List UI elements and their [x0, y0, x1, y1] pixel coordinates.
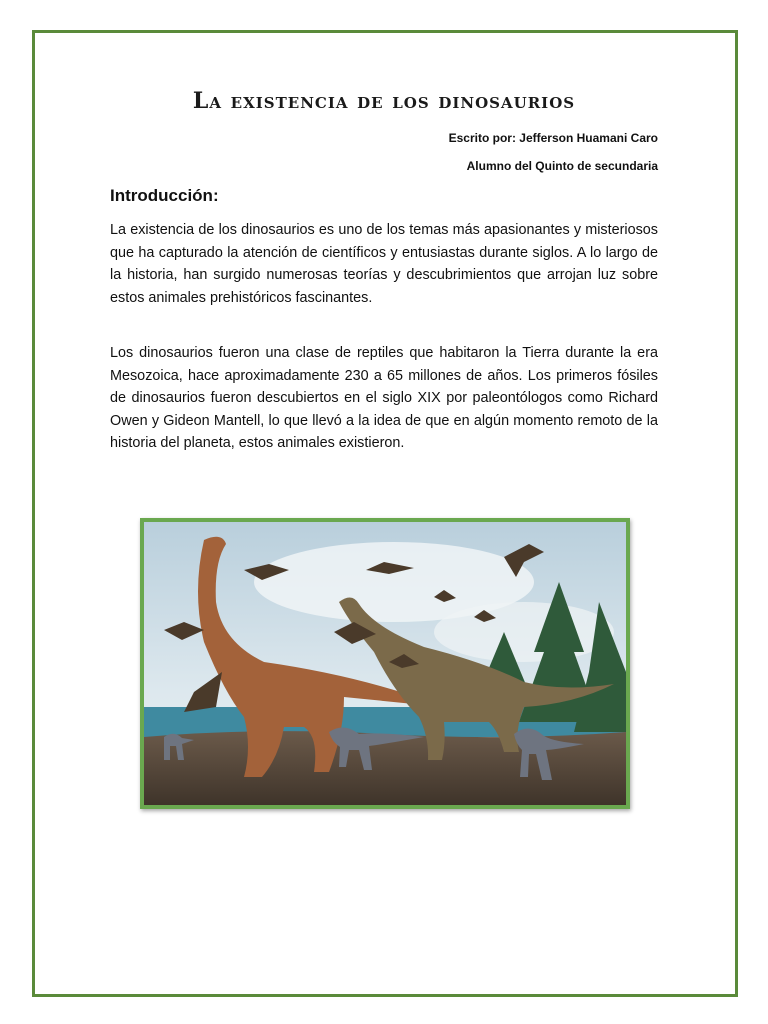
page-border [32, 30, 738, 997]
grade-line: Alumno del Quinto de secundaria [466, 159, 658, 173]
dinosaur-illustration [140, 518, 630, 809]
document-title: La existencia de los dinosaurios [192, 88, 576, 114]
dinosaur-scene-image [144, 522, 626, 805]
author-line: Escrito por: Jefferson Huamani Caro [448, 131, 658, 145]
section-heading: Introducción: [110, 186, 219, 205]
paragraph-2: Los dinosaurios fueron una clase de reptiles que habitaron la Tierra durante la era Mesozoica, hace aproximadamente 230 a 65 millones de años. Los primeros fósiles de dinosaurios fueron descubiertos en el siglo XIX por paleontólogos como Richard Owen y Gideon Mantell, lo que llevó a la idea de que en algún momento remoto de la historia del planeta, estos animales existieron. [110, 345, 658, 451]
cloud [434, 602, 614, 662]
paragraph-1: La existencia de los dinosaurios es uno de los temas más apasionantes y misteriosos que ha capturado la atención de científicos y entusiastas durante siglos. A lo largo de la historia, han surgido numerosas teorías y descubrimientos que arrojan luz sobre estos animales prehistóricos fascinantes. [110, 222, 658, 306]
